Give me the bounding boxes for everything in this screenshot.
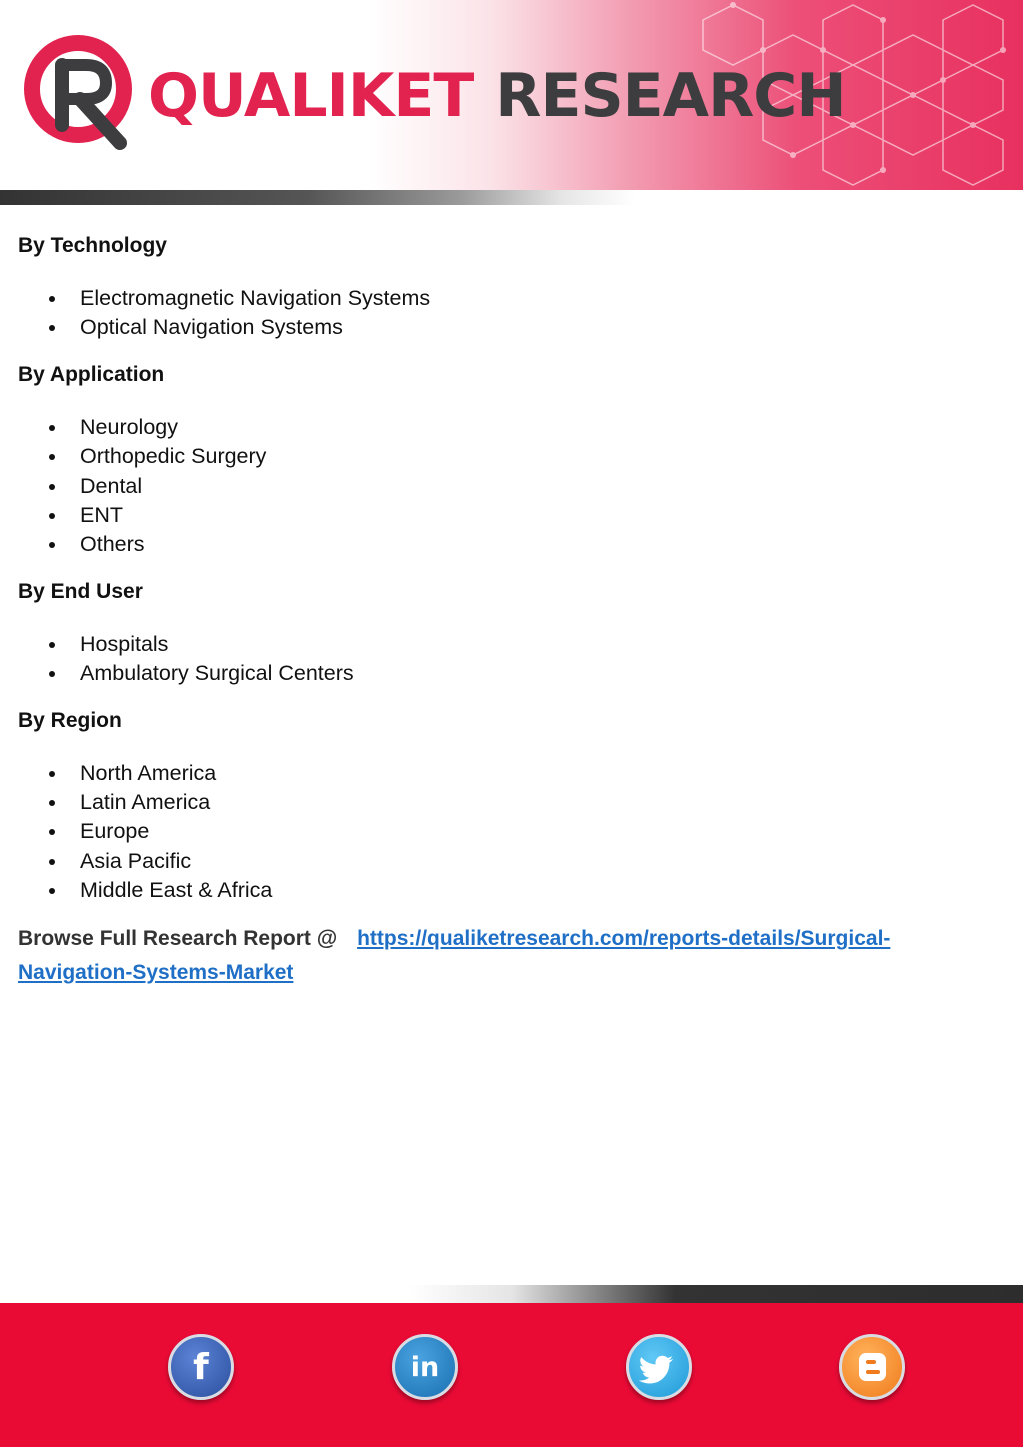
bullet-list (18, 284, 1008, 343)
list-item: Dental (18, 472, 1008, 501)
section-technology (18, 230, 1008, 343)
qr-logo-icon (22, 33, 142, 153)
section-application (18, 359, 1008, 560)
brand-word-qualiket: QUALIKET (148, 61, 474, 131)
bullet-icon (49, 888, 55, 894)
section-heading: By End User (18, 579, 143, 603)
bullet-icon (49, 513, 55, 519)
bullet-icon (49, 859, 55, 865)
bullet-icon (49, 671, 55, 677)
section-heading: By Region (18, 708, 122, 732)
list-item: Others (18, 530, 1008, 559)
bullet-icon (49, 800, 55, 806)
list-item: Middle East & Africa (18, 876, 1008, 905)
section-heading: By Technology (18, 234, 167, 257)
list-item: Europe (18, 817, 1008, 846)
bullet-list (18, 759, 1008, 906)
linkedin-icon[interactable]: in (392, 1334, 458, 1400)
bullet-icon (49, 642, 55, 648)
list-item: Neurology (18, 413, 1008, 442)
bullet-icon (49, 829, 55, 835)
blogger-icon[interactable] (839, 1334, 905, 1400)
bullet-icon (49, 296, 55, 302)
list-item: Asia Pacific (18, 847, 1008, 876)
list-item: ENT (18, 501, 1008, 530)
list-item: Orthopedic Surgery (18, 442, 1008, 471)
page-header (0, 0, 1023, 205)
facebook-icon[interactable]: f (168, 1334, 234, 1400)
twitter-icon[interactable] (626, 1334, 692, 1400)
list-item: Optical Navigation Systems (18, 313, 1008, 342)
bullet-list (18, 630, 1008, 689)
list-item: Hospitals (18, 630, 1008, 659)
browse-report (18, 922, 918, 990)
bullet-icon (49, 484, 55, 490)
list-item: Electromagnetic Navigation Systems (18, 284, 1008, 313)
bullet-icon (49, 771, 55, 777)
brand-word-research: RESEARCH (495, 61, 846, 131)
brand-name (148, 56, 846, 136)
header-divider-bar (0, 190, 1023, 205)
section-end-user (18, 576, 1008, 689)
bullet-icon (49, 542, 55, 548)
list-item: North America (18, 759, 1008, 788)
list-item: Latin America (18, 788, 1008, 817)
browse-label: Browse Full Research Report @ (18, 926, 338, 950)
bullet-list (18, 413, 1008, 560)
bullet-icon (49, 425, 55, 431)
section-heading: By Application (18, 362, 165, 386)
section-region (18, 705, 1008, 906)
bullet-icon (49, 454, 55, 460)
bullet-icon (49, 325, 55, 331)
list-item: Ambulatory Surgical Centers (18, 659, 1008, 688)
footer-divider-bar (0, 1285, 1023, 1303)
document-body (18, 230, 1008, 990)
report-link[interactable]: https://qualiketresearch.com/reports-details/Surgical-Navigation-Systems-Market (18, 926, 891, 984)
